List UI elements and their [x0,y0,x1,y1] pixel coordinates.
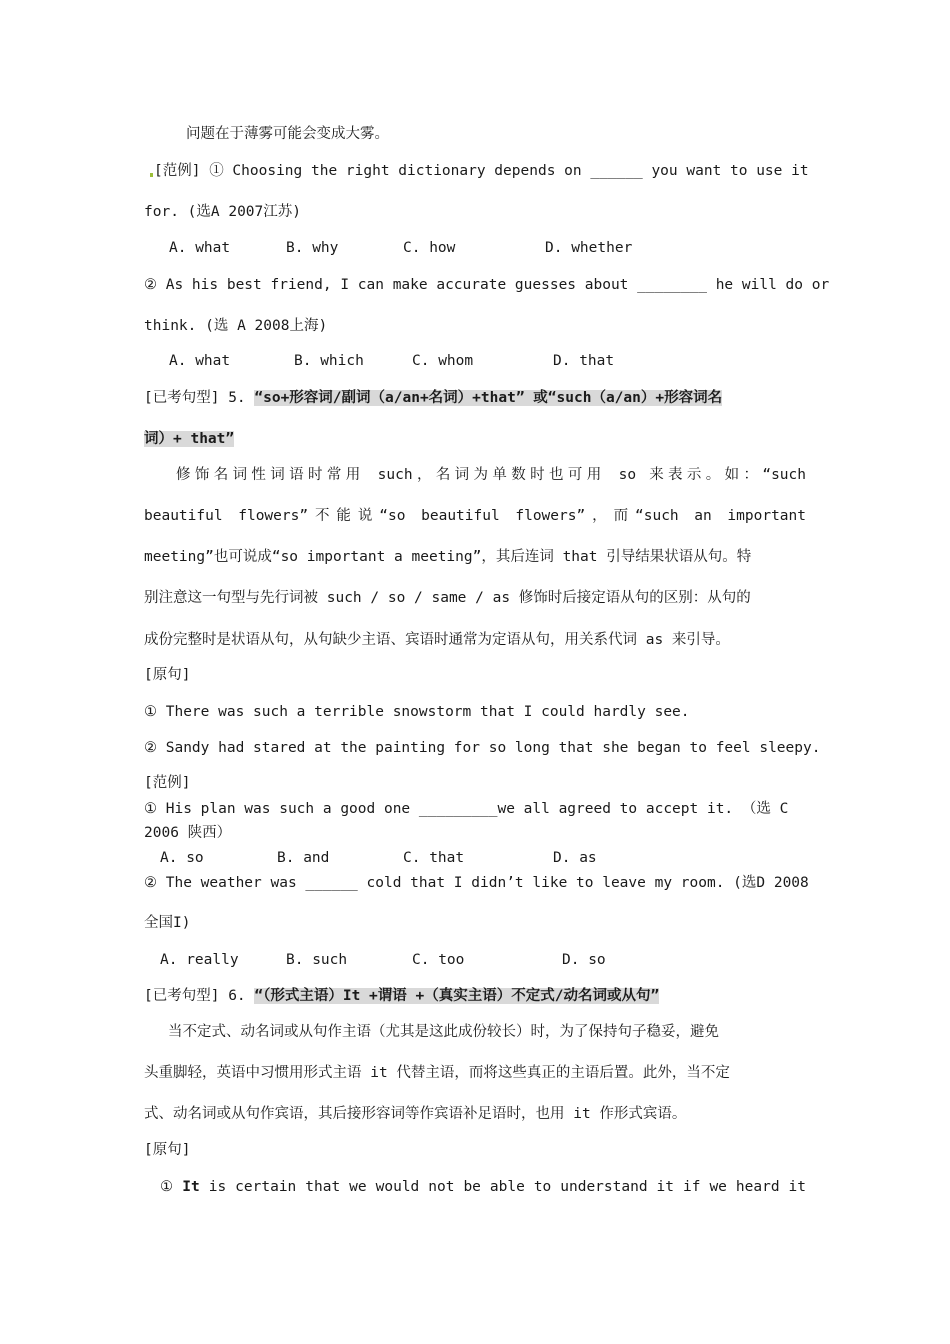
option-c: C. too [412,952,465,968]
option-d: D. whether [545,240,633,256]
example-2-source: think. (选 A 2008上海) [144,318,328,334]
original-sentence-label: [原句] [144,1142,191,1158]
pattern-5-heading-cont: 词）+ that” [144,431,235,447]
original-sentence: ① There was such a terrible snowstorm that I could hardly see. [144,704,690,720]
option-a: A. what [169,353,231,369]
example-2-line: ② As his best friend, I can make accurate guesses about ________ he will do or [144,277,830,293]
option-c: C. how [403,240,456,256]
pattern-5-heading: [已考句型] 5. “so+形容词/副词（a/an+名词）+that” 或“such（a/an）+形容词名 [144,390,723,406]
explanation-5-line: 别注意这一句型与先行词被 such / so / same / as 修饰时后接定语从句的区别：从句的 [144,590,751,606]
original-sentence: ① It is certain that we would not be able to understand it if we heard it [160,1179,807,1195]
translation-line: 问题在于薄雾可能会变成大雾。 [186,126,389,142]
explanation-6-line: 当不定式、动名词或从句作主语（尤其是这此成份较长）时，为了保持句子稳妥，避免 [168,1024,719,1040]
original-sentence: ② Sandy had stared at the painting for so long that she began to feel sleepy. [144,740,821,756]
pattern-6-heading: [已考句型] 6. “（形式主语）It +谓语 +（真实主语）不定式/动名词或从句” [144,988,660,1004]
example-4-line: ② The weather was ______ cold that I didn’t like to leave my room. (选D 2008 [144,875,809,891]
option-d: D. that [553,353,615,369]
original-sentence-label: [原句] [144,667,191,683]
explanation-5-line: 修饰名词性词语时常用 such，名词为单数时也可用 so 来表示。如：“such [176,467,806,483]
option-b: B. why [286,240,339,256]
example-1-source: for. (选A 2007江苏) [144,204,301,220]
explanation-6-line: 头重脚轻，英语中习惯用形式主语 it 代替主语，而将这些真正的主语后置。此外，当不定 [144,1065,730,1081]
option-b: B. which [294,353,364,369]
cursor-marker-icon [150,173,153,177]
example-label: [范例] [144,775,191,791]
option-a: A. really [160,952,239,968]
option-d: D. as [553,850,597,866]
example-3-source: 2006 陕西） [144,825,232,841]
option-c: C. that [403,850,465,866]
explanation-5-line: beautiful flowers”不能说“so beautiful flowers”，而“such an important [144,508,806,524]
option-d: D. so [562,952,606,968]
option-c: C. whom [412,353,474,369]
option-b: B. and [277,850,330,866]
option-b: B. such [286,952,348,968]
explanation-6-line: 式、动名词或从句作宾语，其后接形容词等作宾语补足语时，也用 it 作形式宾语。 [144,1106,687,1122]
option-a: A. what [169,240,231,256]
example-3-line: ① His plan was such a good one _________we all agreed to accept it. （选 C [144,801,789,817]
option-a: A. so [160,850,204,866]
example-4-source: 全国I) [144,915,191,931]
example-1-line: [范例] ① Choosing the right dictionary depends on ______ you want to use it [150,161,814,181]
explanation-5-line: meeting”也可说成“so important a meeting”，其后连词 that 引导结果状语从句。特 [144,549,752,565]
explanation-5-line: 成份完整时是状语从句，从句缺少主语、宾语时通常为定语从句，用关系代词 as 来引导。 [144,632,730,648]
